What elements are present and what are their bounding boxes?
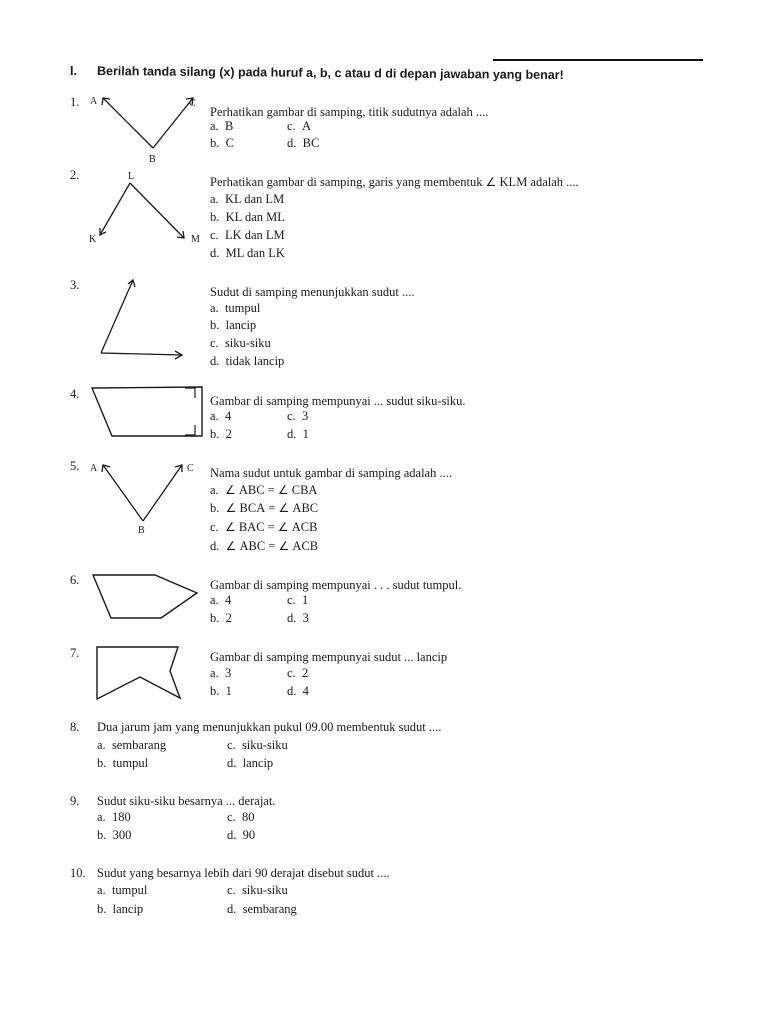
question-3-option-c[interactable]: c. siku-siku (210, 336, 271, 350)
question-5-label-c: C (187, 463, 194, 474)
question-10-option-d[interactable]: d. sembarang (227, 902, 297, 916)
question-10-option-b[interactable]: b. lancip (97, 902, 144, 916)
question-4-option-d[interactable]: d. 1 (287, 427, 309, 441)
question-6-number: 6. (70, 573, 80, 587)
question-2-option-d[interactable]: d. ML dan LK (210, 246, 285, 260)
question-3-number: 3. (70, 278, 80, 292)
question-10-number: 10. (70, 866, 86, 880)
question-4-number: 4. (70, 387, 80, 401)
section-instruction: Berilah tanda silang (x) pada huruf a, b, c atau d di depan jawaban yang benar! (96, 64, 564, 83)
question-6-figure (85, 570, 210, 625)
question-9-option-a[interactable]: a. 180 (97, 810, 131, 824)
question-5-number: 5. (70, 459, 80, 473)
question-5-option-c[interactable]: c. ∠ BAC = ∠ ACB (210, 520, 318, 534)
top-rule (493, 59, 703, 61)
question-1-option-a[interactable]: a. B (210, 119, 234, 133)
question-6-option-d[interactable]: d. 3 (287, 611, 309, 625)
question-2-option-b[interactable]: b. KL dan ML (210, 210, 285, 224)
question-3-option-d[interactable]: d. tidak lancip (210, 354, 285, 368)
question-8-option-a[interactable]: a. sembarang (97, 738, 167, 752)
question-7-option-d[interactable]: d. 4 (287, 684, 309, 698)
question-2-label-l: L (128, 171, 135, 182)
question-5-option-d[interactable]: d. ∠ ABC = ∠ ACB (210, 539, 319, 553)
question-6-text: Gambar di samping mempunyai . . . sudut tumpul. (210, 578, 462, 592)
question-9-text: Sudut siku-siku besarnya ... derajat. (97, 794, 276, 808)
question-5-label-a: A (90, 463, 98, 474)
question-8-option-b[interactable]: b. tumpul (97, 756, 149, 770)
question-8-option-d[interactable]: d. lancip (227, 756, 274, 770)
question-8-option-c[interactable]: c. siku-siku (227, 738, 288, 752)
question-1-option-c[interactable]: c. A (287, 119, 311, 133)
question-2-figure (85, 165, 210, 250)
question-5-option-b[interactable]: b. ∠ BCA = ∠ ABC (210, 501, 319, 515)
question-7-option-a[interactable]: a. 3 (210, 666, 232, 680)
question-5-label-b: B (138, 525, 145, 536)
question-2-option-c[interactable]: c. LK dan LM (210, 228, 285, 242)
question-7-text: Gambar di samping mempunyai sudut ... lancip (210, 650, 448, 664)
question-1-number: 1. (70, 95, 80, 109)
question-1-option-d[interactable]: d. BC (287, 136, 320, 150)
question-9-number: 9. (70, 794, 80, 808)
question-5-option-a[interactable]: a. ∠ ABC = ∠ CBA (210, 483, 318, 497)
question-4-figure (85, 382, 210, 442)
question-7-number: 7. (70, 646, 80, 660)
section-number: I. (70, 64, 77, 78)
question-2-option-a[interactable]: a. KL dan LM (210, 192, 285, 206)
question-6-option-a[interactable]: a. 4 (210, 593, 232, 607)
question-2-label-k: K (89, 234, 97, 245)
question-8-number: 8. (70, 720, 80, 734)
question-9-option-d[interactable]: d. 90 (227, 828, 256, 842)
question-10-text: Sudut yang besarnya lebih dari 90 derajat disebut sudut .... (97, 866, 390, 880)
question-7-option-c[interactable]: c. 2 (287, 666, 309, 680)
question-1-label-b: B (149, 154, 156, 165)
question-8-text: Dua jarum jam yang menunjukkan pukul 09.00 membentuk sudut .... (97, 720, 442, 734)
question-1-figure (85, 90, 210, 165)
question-4-text: Gambar di samping mempunyai ... sudut siku-siku. (210, 394, 466, 408)
question-5-figure (85, 455, 210, 540)
question-6-option-b[interactable]: b. 2 (210, 611, 232, 625)
question-10-option-a[interactable]: a. tumpul (97, 883, 148, 897)
question-2-label-m: M (191, 234, 200, 245)
question-1-label-a: A (90, 96, 98, 107)
question-1-label-c: C (189, 98, 196, 109)
question-1-option-b[interactable]: b. C (210, 136, 234, 150)
question-4-option-b[interactable]: b. 2 (210, 427, 232, 441)
angle-icon: ∠ (485, 175, 497, 189)
question-6-option-c[interactable]: c. 1 (287, 593, 309, 607)
question-7-option-b[interactable]: b. 1 (210, 684, 232, 698)
question-2-number: 2. (70, 168, 80, 182)
question-3-option-a[interactable]: a. tumpul (210, 301, 261, 315)
question-2-text: Perhatikan gambar di samping, garis yang membentuk ∠ KLM adalah .... (210, 175, 579, 189)
question-3-figure (95, 270, 195, 365)
question-10-option-c[interactable]: c. siku-siku (227, 883, 288, 897)
question-1-text: Perhatikan gambar di samping, titik sudutnya adalah .... (210, 105, 489, 119)
question-3-option-b[interactable]: b. lancip (210, 318, 257, 332)
question-7-figure (90, 642, 195, 704)
question-4-option-c[interactable]: c. 3 (287, 409, 309, 423)
question-9-option-b[interactable]: b. 300 (97, 828, 132, 842)
question-3-text: Sudut di samping menunjukkan sudut .... (210, 285, 415, 299)
question-4-option-a[interactable]: a. 4 (210, 409, 232, 423)
question-5-text: Nama sudut untuk gambar di samping adalah .... (210, 466, 452, 480)
question-9-option-c[interactable]: c. 80 (227, 810, 255, 824)
